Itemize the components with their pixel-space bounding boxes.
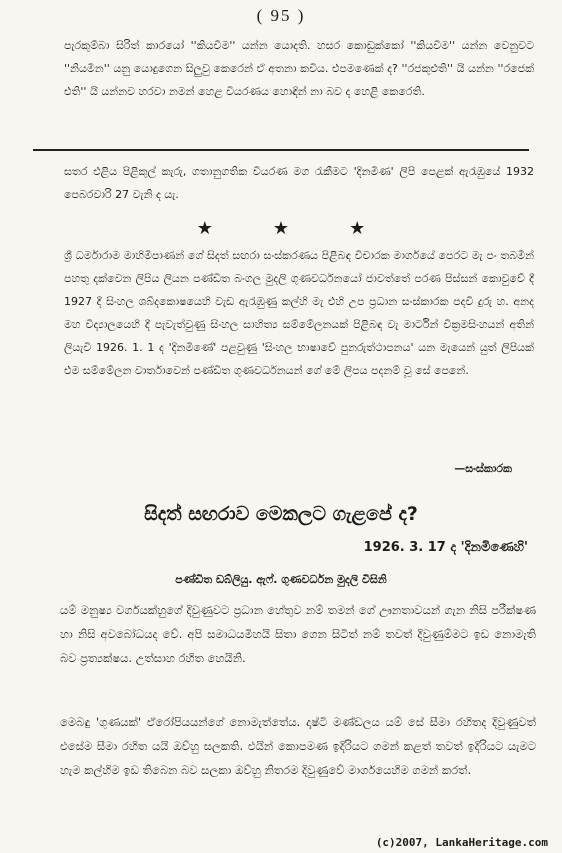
paragraph-2: සතර එළිය පිළිකුල් කැරු, ගතානුගතික වියරණ මග රැකීමට 'දිනමිණ' ලිපි පෙළක් ඇරැඹුයේ 1932 පෙබරවාරි 27 වැනි ද යැ. <box>64 165 534 201</box>
paragraph-3: ශ්‍රී ධර්මාරාම මාහිමිපාණන් ගේ සිදත් සඟරා සංස්කරණය පිළිබඳ විචාරක මාර්ගයේ පෙරට මැ පං තබමින් පහතු දක්වෙන ලිපිය ලියන පණ්ඩිත බංගල මුදලි ගුණවර්ධනයෝ ජාවත්තේ පරණ පිස්සන් කොවුවේ දී 1927 දී සිංහල ශබ්දකොෂයෙහි වැඩ ඇරැඹුණු කල්හි මැ එහි උප ප්‍රධාන සංස්කාරක පදවි දුරු හ. අනද මහ විද්‍යාලයෙහි දී පැවැත්වුණු සිංහල සාහිත්‍ය සම්මේලනයක් පිළිබඳ වැ මාර්ටින් වික්‍රමසිංහයන් අතින් ලියැවී 1926. 1. 1 ද 'දිනමිණේ' පළවුණු 'සිංහල භාෂාවේ පුනරුත්ථාපනය' යන මැයෙන් යුත් ලිපියක් එම සම්මේලන වාර්තාවෙන් පණ්ඩිත ගුණවර්ධනයන් ගේ මේ ලිපය පදනම් වූ සේ පෙනේ. <box>64 249 534 377</box>
copyright-notice: (c)2007, LankaHeritage.com <box>375 836 548 849</box>
star-icon: ★ <box>272 218 290 239</box>
article-author: පණ්ඩිත ඩබ්ලියු. ඇෆ්. ගුණවර්ධන මුදලි විසිනි <box>175 573 387 586</box>
paragraph-4: යම් මනුෂ්‍ය වර්ගයක්හුගේ දිවුණුවට ප්‍රධාන හේතුව නම් තමන් ගේ ඌනතාවයන් ගැන නිසි පරීක්ෂණ හා නිසි අවබෝධයද වේ. අපි සමාධයමිහයි සිතා ගෙන සිටිත් නම් තවත් දිවුණුම්මට ඉඩ නොමැති බව ප්‍රත්‍යක්ෂය. උත්සාහ රහිත හෙයිනි. <box>60 603 536 665</box>
star-separator <box>0 218 562 239</box>
paragraph-5: මෙබඳු 'ගුණයක්' ඒරෝපියයන්ගේ නොමැත්තේය. දෘෂ්ටි මණ්ඩලය යම් සේ සීමා රහිතද දිවුණුවත් එසේම සීමා රහිත යයි ඔව්හු සලකති. එයින් කොපමණ ඉදිරියට ගමන් කළත් තවත් ඉදිරියට යැමට හැම කල්හිම ඉඩ තිබෙන බව සලකා ඔව්හු නිතරම දිවුණුවේ මාර්ගයෙහිම ගමන් කරත්. <box>60 715 536 777</box>
page-number: ( 95 ) <box>256 6 306 25</box>
section-divider <box>33 149 529 151</box>
article-title: සිදත් සඟරාව මෙකලට ගැළපේ ද? <box>144 503 418 525</box>
star-icon: ★ <box>349 218 366 239</box>
star-icon: ★ <box>196 218 213 239</box>
article-dateline: 1926. 3. 17 ද 'දිනමිණෙහි' <box>363 540 528 555</box>
editor-signature: —සංස්කාරක <box>454 462 512 475</box>
paragraph-1: පැරකුම්බා සිරිත් කාරයෝ ''කියවීම'' යන්න යොදති. හසර කොඩුක්කෝ ''කියවීම'' යන්න වෙනුවට ''නියමීන'' යනු යොදුගෙන සිලුවු කෙරෙන් ඒ අතනා කවිය. එපමණෙක් ද? ''රජකුඑති'' යි යන්න ''රජෙක් එති'' යි යන්නව හරවා නමන් හෙළ වියරණය හොඳින් නා බව ද හෙළි කෙරෙති. <box>64 39 534 98</box>
